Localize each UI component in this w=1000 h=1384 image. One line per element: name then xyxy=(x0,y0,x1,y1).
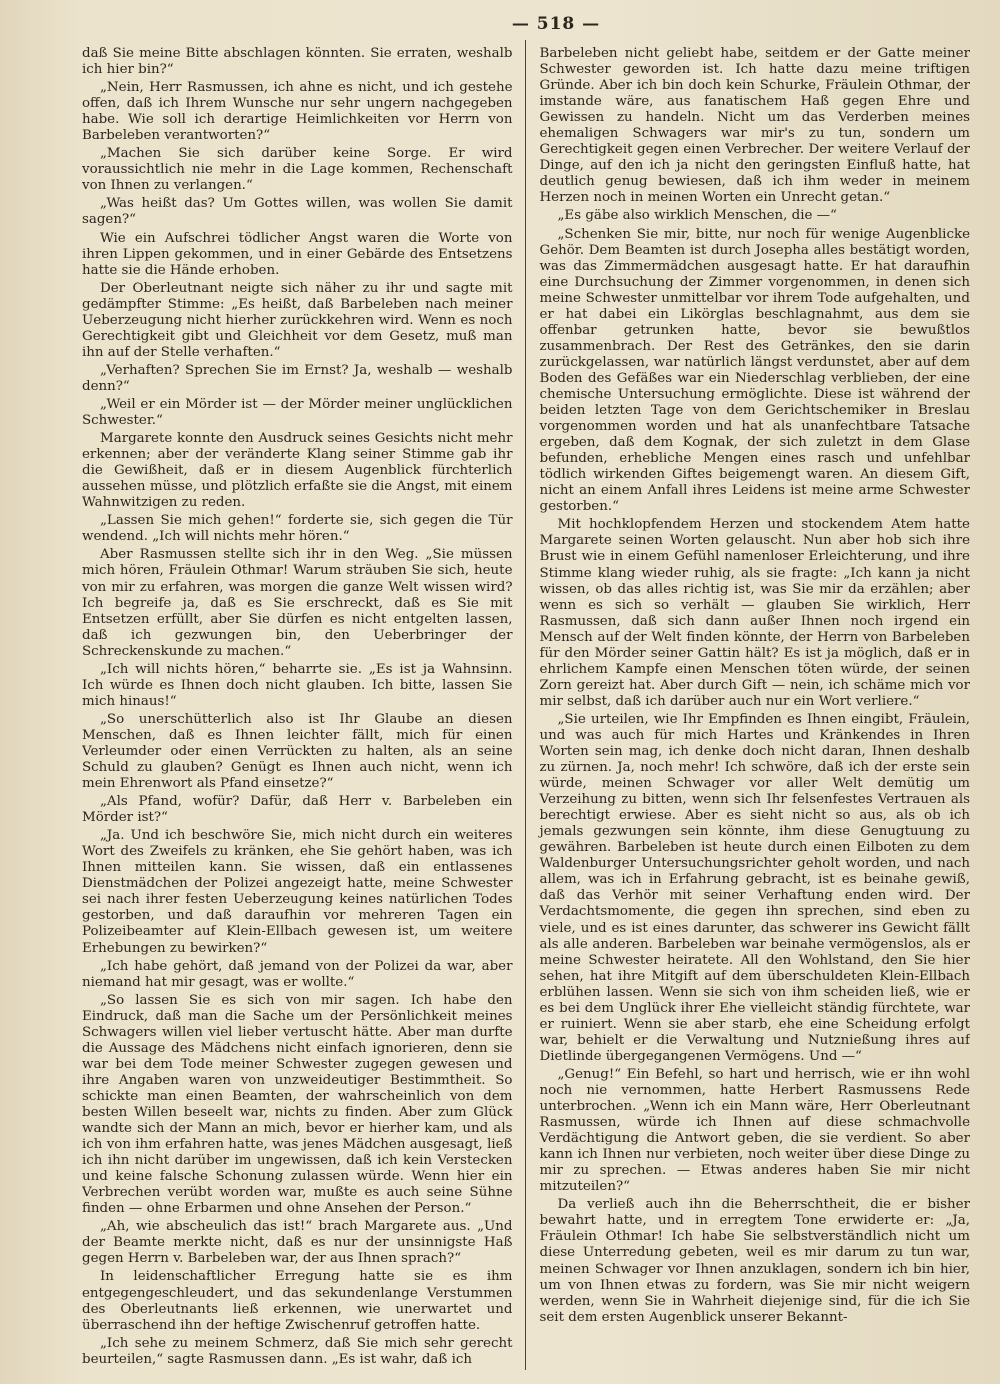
page-number: — 518 — xyxy=(511,14,601,34)
paragraph: Da verließ auch ihn die Beherrschtheit, die er bisher bewahrt hatte, und in erregtem Tone erwiderte er: „Ja, Fräulein Othmar! Ich habe Sie selbstverständlich nicht um diese Unterredung gebeten, weil es mir darum zu tun war, meinen Schwager vor Ihnen anzuklagen, sondern ich bin hier, um von Ihnen etwas zu fordern, was Sie mir nicht weigern werden, wenn Sie in Wahrheit diejenige sind, für die ich Sie seit dem ersten Augenblick unserer Bekannt- xyxy=(539,1197,970,1325)
paragraph: „Sie urteilen, wie Ihr Empfinden es Ihnen eingibt, Fräulein, und was auch für mich Hartes und Kränkendes in Ihren Worten sein mag, ich denke doch nicht daran, Ihnen deshalb zu zürnen. Ja, noch mehr! Ich schwöre, daß ich der erste sein würde, meinen Schwager vor aller Welt demütig um Verzeihung zu bitten, wenn sich Ihr felsenfestes Vertrauen als berechtigt erwiese. Aber es sieht nicht so aus, als ob ich jemals gezwungen sein könnte, ihm diese Genugtuung zu gewähren. Barbeleben ist heute durch einen Eilboten zu dem Waldenburger Untersuchungsrichter geholt worden, und nach allem, was ich in Erfahrung gebracht, ist es beinahe gewiß, daß das Verhör mit seiner Verhaftung enden wird. Der Verdachtsmomente, die gegen ihn sprechen, sind eben zu viele, und es ist eines darunter, das schwerer ins Gewicht fällt als alle anderen. Barbeleben war beinahe vermögenslos, als er meine Schwester heiratete. All den Wohlstand, den Sie hier sehen, hat ihre Mitgift auf dem überschuldeten Klein-Ellbach erblühen lassen. Wenn sie sich von ihm scheiden ließ, wie er es bei dem Unglück ihrer Ehe vielleicht ständig fürchtete, war er ruiniert. Wenn sie aber starb, ehe eine Scheidung erfolgt war, behielt er die Verwaltung und Nutznießung ihres auf Dietlinde übergegangenen Vermögens. Und —“ xyxy=(539,711,970,1064)
paragraph: „Verhaften? Sprechen Sie im Ernst? Ja, weshalb — weshalb denn?“ xyxy=(82,362,513,394)
right-column xyxy=(526,46,971,1370)
paragraph: „Lassen Sie mich gehen!“ forderte sie, sich gegen die Tür wendend. „Ich will nichts mehr hören.“ xyxy=(82,513,513,545)
paragraph: „So unerschütterlich also ist Ihr Glaube an diesen Menschen, daß es Ihnen leichter fällt, mich für einen Verleumder oder einen Verrückten zu halten, als an seine Schuld zu glauben? Genügt es Ihnen auch nicht, wenn ich mein Ehrenwort als Pfand einsetze?“ xyxy=(82,711,513,792)
paragraph: Barbeleben nicht geliebt habe, seitdem er der Gatte meiner Schwester geworden ist. Ich hatte dazu meine triftigen Gründe. Aber ich bin doch kein Schurke, Fräulein Othmar, der imstande wäre, aus fanatischem Haß gegen Ehre und Gewissen zu handeln. Nicht um das Verderben meines ehemaligen Schwagers war mir's zu tun, sondern um Gerechtigkeit gegen einen Verbrecher. Der weitere Verlauf der Dinge, auf den ich ja nicht den geringsten Einfluß hatte, hat deutlich genug bewiesen, daß ich ihm weder in meinem Herzen noch in meinen Worten ein Unrecht getan.“ xyxy=(539,46,970,206)
paragraph: „Was heißt das? Um Gottes willen, was wollen Sie damit sagen?“ xyxy=(82,196,513,228)
paragraph: „Nein, Herr Rasmussen, ich ahne es nicht, und ich gestehe offen, daß ich Ihrem Wunsche nur sehr ungern nachgegeben habe. Wie soll ich derartige Heimlichkeiten vor Herrn von Barbeleben verantworten?“ xyxy=(82,80,513,144)
paragraph: „Ja. Und ich beschwöre Sie, mich nicht durch ein weiteres Wort des Zweifels zu kränken, ehe Sie gehört haben, was ich Ihnen mitteilen kann. Sie wissen, daß ein entlassenes Dienstmädchen der Polizei angezeigt hatte, meine Schwester sei nach ihrer festen Ueberzeugung keines natürlichen Todes gestorben, und daß daraufhin vor mehreren Tagen ein Polizeibeamter auf Klein-Ellbach gewesen ist, um weitere Erhebungen zu bewirken?“ xyxy=(82,828,513,956)
paragraph: „Machen Sie sich darüber keine Sorge. Er wird voraussichtlich nie mehr in die Lage kommen, Rechenschaft von Ihnen zu verlangen.“ xyxy=(82,146,513,194)
paragraph: „Als Pfand, wofür? Dafür, daß Herr v. Barbeleben ein Mörder ist?“ xyxy=(82,794,513,826)
paragraph: „Genug!“ Ein Befehl, so hart und herrisch, wie er ihn wohl noch nie vernommen, hatte Herbert Rasmussens Rede unterbrochen. „Wenn ich ein Mann wäre, Herr Oberleutnant Rasmussen, würde ich Ihnen auf diese schmachvolle Verdächtigung die Antwort geben, die sie verdient. So aber kann ich Ihnen nur verbieten, noch weiter über diese Dinge zu mir zu sprechen. — Etwas anderes haben Sie mir nicht mitzuteilen?“ xyxy=(539,1066,970,1195)
paragraph: „Ah, wie abscheulich das ist!“ brach Margarete aus. „Und der Beamte merkte nicht, daß es nur der unsinnigste Haß gegen Herrn v. Barbeleben war, der aus Ihnen sprach?“ xyxy=(82,1219,513,1267)
paragraph: In leidenschaftlicher Erregung hatte sie es ihm entgegengeschleudert, und das sekundenlange Verstummen des Oberleutnants ließ erkennen, wie unerwartet und überraschend ihn der heftige Zwischenruf getroffen hatte. xyxy=(82,1269,513,1333)
left-column xyxy=(82,46,525,1370)
paragraph: „Schenken Sie mir, bitte, nur noch für wenige Augenblicke Gehör. Dem Beamten ist durch Josepha alles bestätigt worden, was das Zimmermädchen ausgesagt hatte. Er hat daraufhin eine Durchsuchung der Zimmer vorgenommen, in denen sich meine Schwester unmittelbar vor ihrem Tode aufgehalten, und er hat dabei ein Likörglas beschlagnahmt, aus dem sie offenbar getrunken hatte, bevor sie bewußtlos zusammenbrach. Der Rest des Getränkes, den sie darin zurückgelassen, war natürlich längst verdunstet, aber auf dem Boden des Gefäßes war ein Niederschlag verblieben, der eine chemische Untersuchung ermöglichte. Diese ist während der beiden letzten Tage von dem Gerichtschemiker in Breslau vorgenommen worden und hat als unanfechtbare Tatsache ergeben, daß dem Kognak, der sich zuletzt in dem Glase befunden, erhebliche Mengen eines rasch und unfehlbar tödlich wirkenden Giftes beigemengt waren. An diesem Gift, nicht an einem Anfall ihres Leidens ist meine arme Schwester gestorben.“ xyxy=(539,226,970,515)
paragraph: „Ich sehe zu meinem Schmerz, daß Sie mich sehr gerecht beurteilen,“ sagte Rasmussen dann. „Es ist wahr, daß ich xyxy=(82,1335,513,1367)
paragraph: Wie ein Aufschrei tödlicher Angst waren die Worte von ihren Lippen gekommen, und in einer Gebärde des Entsetzens hatte sie die Hände erhoben. xyxy=(82,230,513,278)
paragraph: „Ich habe gehört, daß jemand von der Polizei da war, aber niemand hat mir gesagt, was er wollte.“ xyxy=(82,958,513,990)
paragraph: daß Sie meine Bitte abschlagen könnten. Sie erraten, weshalb ich hier bin?“ xyxy=(82,46,513,78)
paragraph: „Ich will nichts hören,“ beharrte sie. „Es ist ja Wahnsinn. Ich würde es Ihnen doch nicht glauben. Ich bitte, lassen Sie mich hinaus!“ xyxy=(82,661,513,709)
paragraph: Aber Rasmussen stellte sich ihr in den Weg. „Sie müssen mich hören, Fräulein Othmar! Warum sträuben Sie sich, heute von mir zu erfahren, was morgen die ganze Welt wissen wird? Ich begreife ja, daß es Sie erschreckt, daß es Sie mit Entsetzen erfüllt, aber Sie dürfen es nicht entgelten lassen, daß ich gezwungen bin, den Ueberbringer der Schreckenskunde zu machen.“ xyxy=(82,547,513,659)
paragraph: „So lassen Sie es sich von mir sagen. Ich habe den Eindruck, daß man die Sache um der Persönlichkeit meines Schwagers willen viel lieber vertuscht hätte. Aber man durfte die Aussage des Mädchens nicht einfach ignorieren, denn sie war bei dem Tode meiner Schwester zugegen gewesen und ihre Angaben waren von unzweideutiger Bestimmtheit. So schickte man einen Beamten, der wahrscheinlich von dem besten Willen beseelt war, nichts zu finden. Aber zum Glück wandte sich der Mann an mich, bevor er hierher kam, und als ich von ihm erfahren hatte, was jenes Mädchen ausgesagt, ließ ich ihn nicht darüber im ungewissen, daß ich kein Verstecken und keine falsche Schonung zulassen würde. Wenn hier ein Verbrechen verübt worden war, mußte es auch seine Sühne finden — ohne Erbarmen und ohne Ansehen der Person.“ xyxy=(82,992,513,1217)
paragraph: Mit hochklopfendem Herzen und stockendem Atem hatte Margarete seinen Worten gelauscht. Nun aber hob sich ihre Brust wie in einem Gefühl namenloser Erleichterung, und ihre Stimme klang wieder ruhig, als sie fragte: „Ich kann ja nicht wissen, ob das alles richtig ist, was Sie mir da erzählen; aber wenn es sich so verhält — glauben Sie wirklich, Herr Rasmussen, daß sich dann außer Ihnen noch irgend ein Mensch auf der Welt finden könnte, der Herrn von Barbeleben für den Mörder seiner Gattin hält? Es ist ja möglich, daß er in ehrlichem Kampfe einen Menschen töten würde, der seinen Zorn gereizt hat. Aber durch Gift — nein, ich schäme mich vor mir selbst, daß ich darüber auch nur ein Wort verliere.“ xyxy=(539,517,970,709)
paragraph: Margarete konnte den Ausdruck seines Gesichts nicht mehr erkennen; aber der veränderte Klang seiner Stimme gab ihr die Gewißheit, daß er in diesem Augenblick fürchterlich aussehen müsse, und plötzlich erfaßte sie die Angst, mit einem Wahnwitzigen zu reden. xyxy=(82,431,513,511)
paragraph: Der Oberleutnant neigte sich näher zu ihr und sagte mit gedämpfter Stimme: „Es heißt, daß Barbeleben nach meiner Ueberzeugung nicht hierher zurückkehren wird. Wenn es noch Gerechtigkeit gibt und Gleichheit vor dem Gesetz, muß man ihn auf der Stelle verhaften.“ xyxy=(82,280,513,360)
paragraph: „Weil er ein Mörder ist — der Mörder meiner unglücklichen Schwester.“ xyxy=(82,396,513,429)
text-columns xyxy=(82,46,970,1370)
paragraph: „Es gäbe also wirklich Menschen, die —“ xyxy=(557,208,837,224)
